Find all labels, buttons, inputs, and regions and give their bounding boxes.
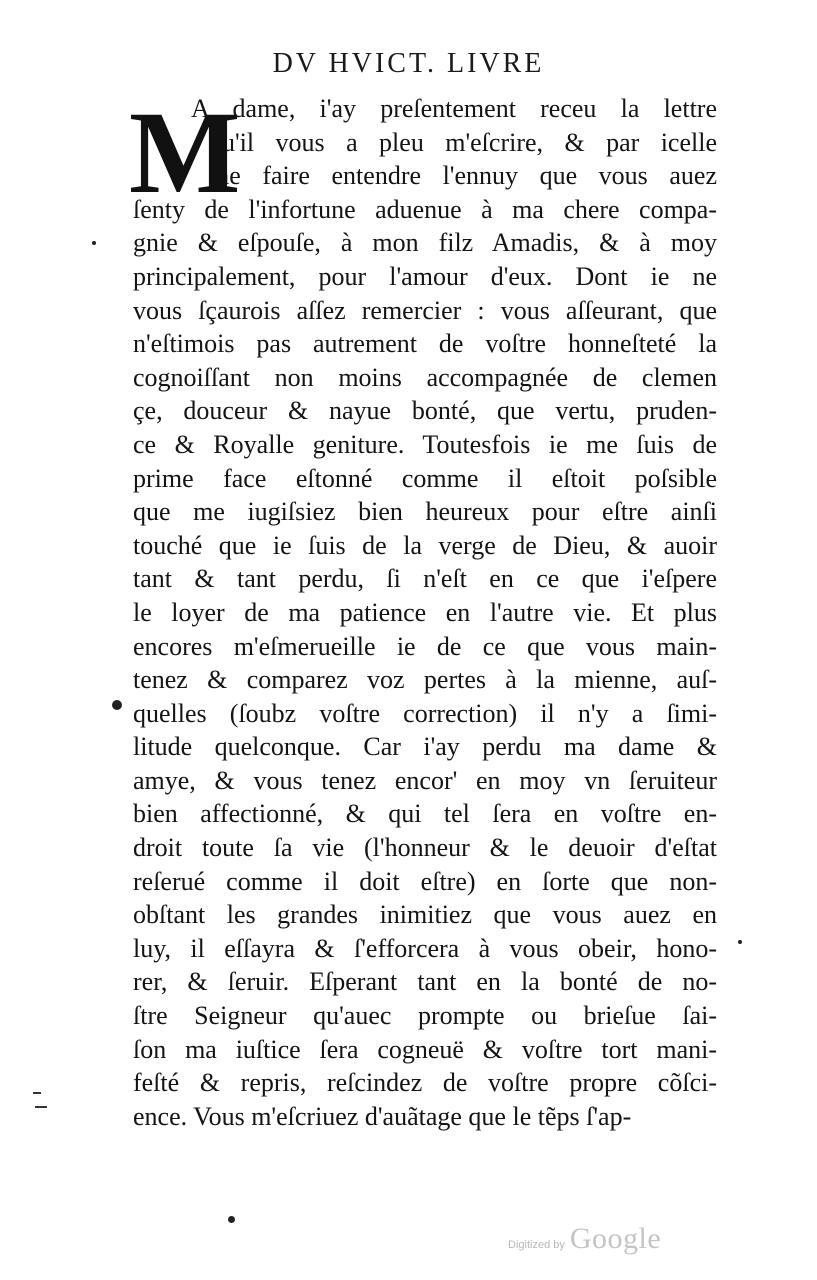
scan-speck [228, 1216, 235, 1223]
text-line: ſon ma iuſtice ſera cogneuë & voſtre tort mani- [133, 1034, 717, 1064]
drop-cap: M [129, 87, 241, 218]
scan-speck [112, 700, 122, 710]
text-line: feſté & repris, reſcindez de voſtre propre cõſci- [133, 1068, 717, 1098]
text-line: bien affectionné, & qui tel ſera en voſtre en- [133, 799, 717, 829]
text-line: gnie & eſpouſe, à mon filz Amadis, & à moy [133, 228, 717, 258]
google-logo: Google [569, 1222, 662, 1255]
text-line: encores m'eſmerueille ie de ce que vous main- [133, 631, 717, 661]
text-line: me faire entendre l'ennuy que vous auez [209, 161, 717, 191]
text-line: quelles (ſoubz voſtre correction) il n'y a ſimi- [133, 698, 717, 728]
text-line: reſerué comme il doit eſtre) en ſorte que non- [133, 866, 717, 896]
text-line: tant & tant perdu, ſi n'eſt en ce que i'eſpere [133, 564, 717, 594]
text-block [129, 87, 717, 1133]
text-line: cognoiſſant non moins accompagnée de clemen [133, 362, 717, 392]
text-line: que me iugiſsiez bien heureux pour eſtre ainſi [133, 497, 717, 527]
text-line: ce & Royalle geniture. Toutesfois ie me ſuis de [133, 429, 717, 459]
digitized-by-label: Digitized by [508, 1239, 565, 1251]
scan-mark [33, 1092, 41, 1094]
text-line: vous ſçaurois aſſez remercier : vous aſſeurant, que [133, 295, 717, 325]
text-line: ence. Vous m'eſcriuez d'auãtage que le tẽps ſ'ap- [133, 1101, 632, 1131]
text-line: principalement, pour l'amour d'eux. Dont ie ne [133, 261, 717, 291]
running-head: DV HVICT. LIVRE [272, 48, 545, 79]
text-line: amye, & vous tenez encor' en moy vn ſeruiteur [133, 765, 717, 795]
text-line: le loyer de ma patience en l'autre vie. Et plus [133, 597, 717, 627]
text-line: rer, & ſeruir. Eſperant tant en la bonté de no- [133, 967, 717, 997]
text-line: luy, il eſſayra & ſ'efforcera à vous obeir, hono- [133, 933, 717, 963]
text-line: A dame, i'ay preſentement receu la lettre [191, 94, 717, 123]
text-line: qu'il vous a pleu m'eſcrire, & par icelle [209, 127, 717, 157]
google-watermark [508, 1222, 661, 1256]
text-line: n'eſtimois pas autrement de voſtre honneſteté la [133, 329, 717, 359]
text-line: ſtre Seigneur qu'auec prompte ou brieſue ſai- [133, 1001, 717, 1031]
text-line: litude quelconque. Car i'ay perdu ma dame & [133, 732, 717, 762]
text-line: çe, douceur & nayue bonté, que vertu, pruden- [133, 396, 717, 426]
text-line: obſtant les grandes inimitiez que vous auez en [133, 900, 717, 930]
text-line: prime face eſtonné comme il eſtoit poſsible [133, 463, 717, 493]
scan-speck [738, 940, 742, 944]
scan-mark [35, 1106, 47, 1108]
text-line: touché que ie ſuis de la verge de Dieu, & auoir [133, 530, 717, 560]
text-line: ſenty de l'infortune aduenue à ma chere compa- [133, 194, 717, 224]
text-line: tenez & comparez voz pertes à la mienne, auſ- [133, 665, 717, 695]
scan-speck [92, 241, 96, 245]
text-line: droit toute ſa vie (l'honneur & le deuoir d'eſtat [133, 833, 717, 863]
